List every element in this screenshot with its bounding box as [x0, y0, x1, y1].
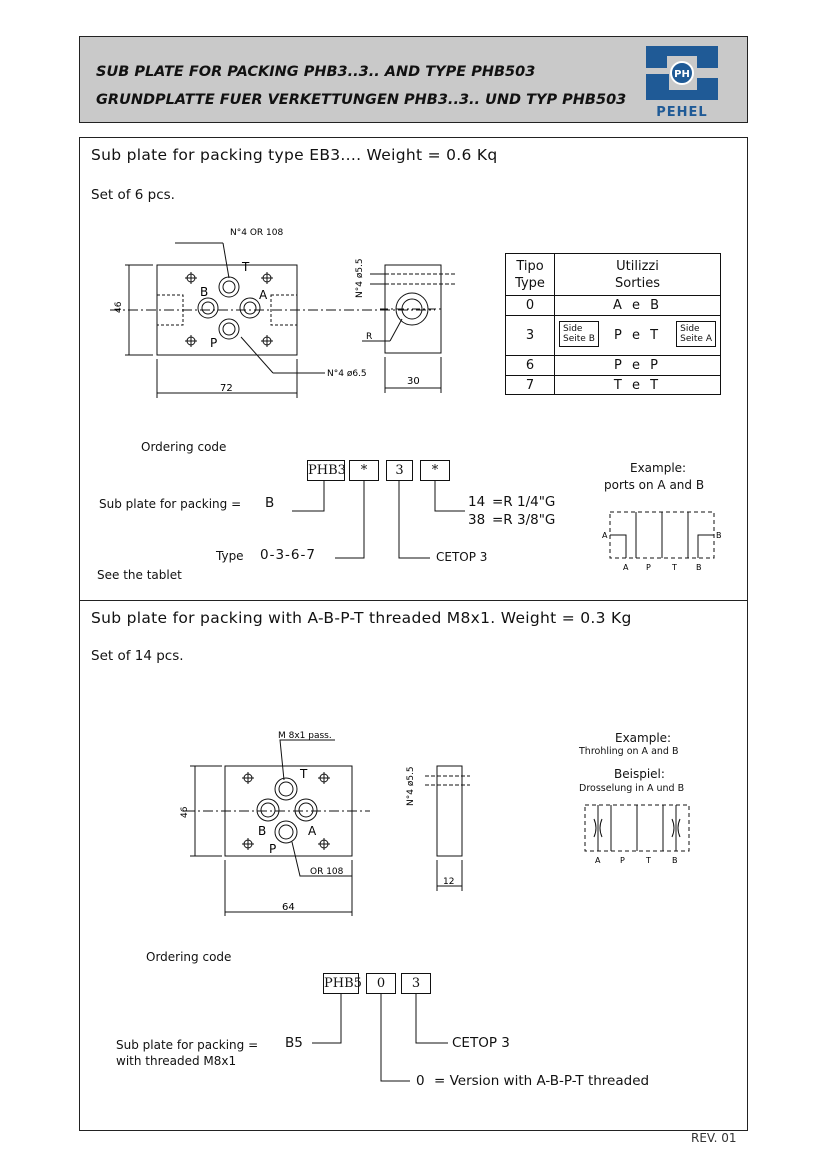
label-hole-text: N°4 ø6.5: [327, 369, 367, 379]
ordering-title-2: Ordering code: [146, 950, 232, 964]
table-row: 6 P e P: [506, 356, 721, 376]
example1-subtitle: ports on A and B: [604, 478, 705, 492]
label-or2-text: OR 108: [310, 867, 344, 877]
svg-text:A: A: [602, 531, 608, 540]
svg-text:T: T: [646, 856, 651, 865]
section1-heading: Sub plate for packing type EB3.... Weight = 0.6 Kq: [91, 146, 498, 164]
example2-title: Example:: [615, 731, 672, 745]
section-phb5: [79, 600, 748, 1131]
svg-text:B: B: [696, 563, 702, 572]
svg-text:T: T: [300, 767, 308, 781]
svg-text:B: B: [258, 824, 267, 838]
subplate-side-drawing: [340, 253, 450, 423]
dim-width-text: 72: [220, 383, 233, 394]
table-row: 0 A e B: [506, 296, 721, 316]
svg-text:12: 12: [443, 877, 455, 887]
label-sub-plate: Sub plate for packing =: [99, 497, 242, 511]
svg-text:P: P: [646, 563, 651, 572]
dim-height-text: 46: [114, 301, 124, 313]
side-note-right: Side Seite A: [676, 321, 716, 347]
cetop-label-1: CETOP 3: [436, 550, 488, 564]
subplate2-side-drawing: [400, 756, 500, 896]
section2-set: Set of 14 pcs.: [91, 648, 184, 664]
revision-label: REV. 01: [691, 1131, 737, 1145]
ordering-title-1: Ordering code: [141, 440, 227, 454]
svg-text:64: 64: [282, 902, 295, 913]
section-eb3: [79, 137, 748, 601]
pehel-logo-icon: [645, 44, 719, 119]
label-sub-plate-2a: Sub plate for packing =: [116, 1038, 259, 1052]
svg-text:B: B: [672, 856, 678, 865]
value-type: 0-3-6-7: [260, 547, 316, 563]
value-sub-plate-2: B5: [285, 1035, 303, 1051]
thread-desc-38: =R 3/8"G: [492, 512, 556, 528]
code-box-thread: *: [420, 460, 450, 481]
value-sub-plate: B: [265, 495, 275, 511]
port-a-text: A: [259, 288, 268, 302]
table-row: 3 Side Seite B P e T Side Seite A: [506, 316, 721, 356]
code-box-cetop-2: 3: [401, 973, 431, 994]
side-note-left: Side Seite B: [559, 321, 599, 347]
svg-text:A: A: [623, 563, 629, 572]
pehel-logo: [645, 44, 719, 119]
thread-desc-14: =R 1/4"G: [492, 494, 556, 510]
svg-text:P: P: [269, 842, 277, 856]
page-header: [79, 36, 748, 123]
subplate2-front-drawing: [160, 726, 400, 926]
example2-subtitle: Throhling on A and B: [579, 746, 679, 757]
svg-text:A: A: [595, 856, 601, 865]
example2-symbol: [580, 801, 700, 881]
code-box-series: PHB3: [307, 460, 345, 481]
svg-text:P: P: [620, 856, 625, 865]
example1-symbol: [600, 508, 730, 578]
code-box-cetop: 3: [386, 460, 413, 481]
header-title-en: SUB PLATE FOR PACKING PHB3..3.. AND TYPE PHB503: [96, 64, 536, 80]
svg-text:46: 46: [180, 806, 190, 818]
example2-title-de: Beispiel:: [614, 767, 665, 781]
svg-text:A: A: [308, 824, 317, 838]
port-p-text: P: [210, 336, 218, 350]
header-title-de: GRUNDPLATTE FUER VERKETTUNGEN PHB3..3.. UND TYP PHB503: [96, 92, 627, 108]
port-b-text: B: [200, 285, 209, 299]
type-table-header-use: Utilizzi Sorties: [555, 254, 721, 296]
subplate-front-drawing: [105, 223, 365, 423]
label-sub-plate-2b: with threaded M8x1: [116, 1054, 237, 1068]
svg-text:T: T: [672, 563, 677, 572]
dim-side-text: 30: [407, 376, 420, 387]
port-t-text: T: [242, 260, 250, 274]
label-or-text: N°4 OR 108: [230, 228, 284, 238]
section2-heading: Sub plate for packing with A-B-P-T threaded M8x1. Weight = 0.3 Kg: [91, 609, 632, 627]
label-thread-text: N°4 ø5.5: [355, 258, 365, 298]
version-code: 0: [416, 1073, 425, 1089]
section1-set: Set of 6 pcs.: [91, 187, 175, 203]
logo-mark: PH: [674, 69, 690, 80]
code-box-type: *: [349, 460, 379, 481]
label-r-text: R: [366, 332, 373, 342]
svg-text:N°4 ø5.5: N°4 ø5.5: [406, 766, 416, 806]
thread-code-38: 38: [468, 512, 486, 528]
example2-subtitle-de: Drosselung in A und B: [579, 783, 685, 794]
version-desc: = Version with A-B-P-T threaded: [434, 1073, 650, 1089]
type-table-header-type: Tipo Type: [506, 254, 555, 296]
code-box-series-2: PHB5: [323, 973, 359, 994]
thread-code-14: 14: [468, 494, 486, 510]
type-table: [505, 253, 721, 395]
table-row: 7 T e T: [506, 376, 721, 395]
label-thread2-text: M 8x1 pass.: [278, 731, 332, 741]
label-type: Type: [216, 549, 244, 563]
svg-text:B: B: [716, 531, 722, 540]
code-box-version: 0: [366, 973, 396, 994]
see-table: See the tablet: [97, 568, 182, 582]
logo-text: PEHEL: [656, 105, 708, 120]
example1-title: Example:: [630, 461, 687, 475]
cetop-label-2: CETOP 3: [452, 1035, 510, 1051]
